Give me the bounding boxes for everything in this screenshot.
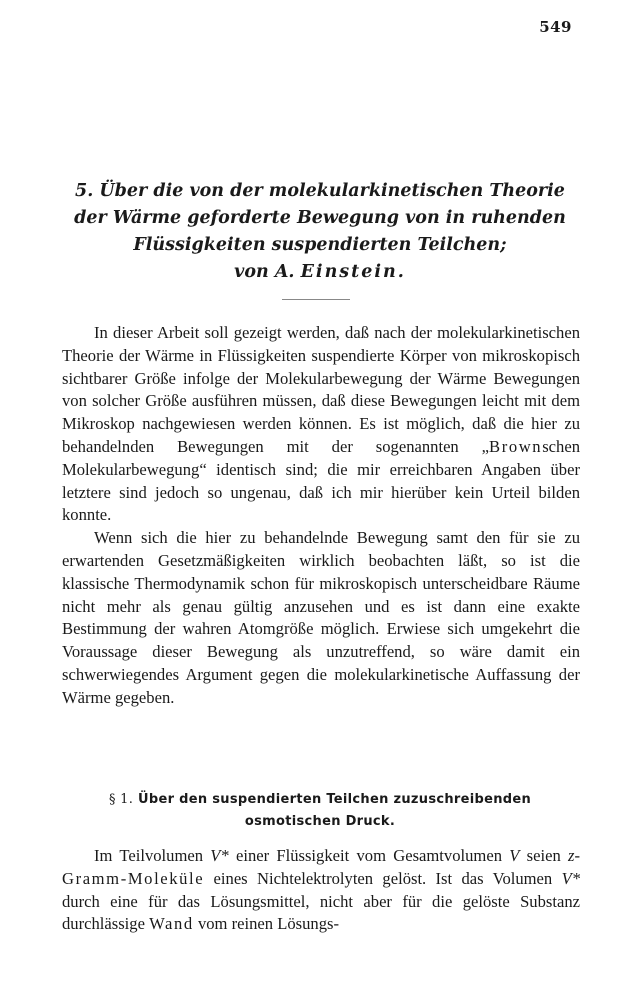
title-divider bbox=[282, 299, 350, 300]
section-1-body bbox=[62, 845, 580, 936]
title-line-1: 5. Über die von der molekularkinetischen Theorie bbox=[75, 181, 565, 201]
author-name: Einstein. bbox=[300, 262, 406, 282]
page-number: 549 bbox=[539, 18, 572, 36]
section-heading bbox=[60, 789, 580, 833]
title-line-3: Flüssigkeiten suspendierten Teilchen; bbox=[133, 235, 507, 255]
p3-vstar: V* bbox=[210, 846, 229, 865]
paragraph-1-rest: schen Molekularbewegung“ identisch sind; die mir erreichbaren Angaben über letztere sind jedoch so ungenau, daß ich mir hierüber kein Urteil bilden konnte. bbox=[62, 436, 580, 525]
p3-vstar2: V* bbox=[561, 868, 580, 888]
section-number: § 1. bbox=[108, 792, 134, 807]
title-line-4 bbox=[60, 259, 580, 286]
p3-v: V bbox=[509, 846, 520, 865]
p3-gm: Gramm-Moleküle bbox=[62, 868, 205, 888]
p3-g: vom reinen Lösungs- bbox=[193, 914, 339, 934]
title-line-2: der Wärme geforderte Bewegung von in ruhenden bbox=[74, 208, 566, 228]
p3-z: z bbox=[568, 846, 575, 865]
article-title bbox=[60, 178, 580, 286]
p3-f: durch eine für das Lösungsmittel, nicht aber für die gelöste Substanz durchlässige bbox=[62, 891, 580, 934]
paragraph-1-text: In dieser Arbeit soll gezeigt werden, daß nach der molekularkinetischen Theorie der Wärme in Flüssigkeiten suspendierte Körper von mikroskopisch sichtbarer Größe infolge der Molekularbewegung der Wärme Bewegungen von solcher Größe ausführen müssen, daß diese Bewegungen leicht mit dem Mikroskop nachgewiesen werden können. Es ist möglich, daß die hier zu behandelnden Bewegungen mit der sogenannten „ bbox=[62, 323, 580, 456]
p3-b: einer Flüssigkeit vom Gesamtvolumen bbox=[228, 846, 510, 865]
intro-paragraphs bbox=[62, 322, 580, 710]
paragraph-3 bbox=[62, 845, 580, 936]
p3-d: - bbox=[574, 846, 580, 865]
section-title: Über den suspendierten Teilchen zuzuschreibenden osmotischen Druck. bbox=[138, 792, 532, 829]
brown-name: Brown bbox=[489, 436, 543, 456]
paragraph-2: Wenn sich die hier zu behandelnde Bewegung samt den für sie zu erwartenden Gesetzmäßigkeiten wirklich beobachten läßt, so ist die klassische Thermodynamik schon für mikroskopisch unterscheidbare Räume nicht mehr als genau gültig anzusehen und es ist dann eine exakte Bestimmung der wahren Atomgröße möglich. Erwiese sich umgekehrt die Voraussage dieser Bewegung als unzutreffend, so wäre damit ein schwerwiegendes Argument gegen die molekularkinetische Auffassung der Wärme gegeben. bbox=[62, 528, 580, 707]
p3-a: Im Teilvolumen bbox=[94, 846, 211, 865]
paragraph-1 bbox=[62, 322, 580, 527]
p3-wand: Wand bbox=[149, 914, 194, 934]
p3-c: seien bbox=[519, 846, 568, 865]
author-prefix: von A. bbox=[234, 262, 301, 282]
p3-e: eines Nichtelektrolyten gelöst. Ist das Volumen bbox=[204, 868, 562, 888]
